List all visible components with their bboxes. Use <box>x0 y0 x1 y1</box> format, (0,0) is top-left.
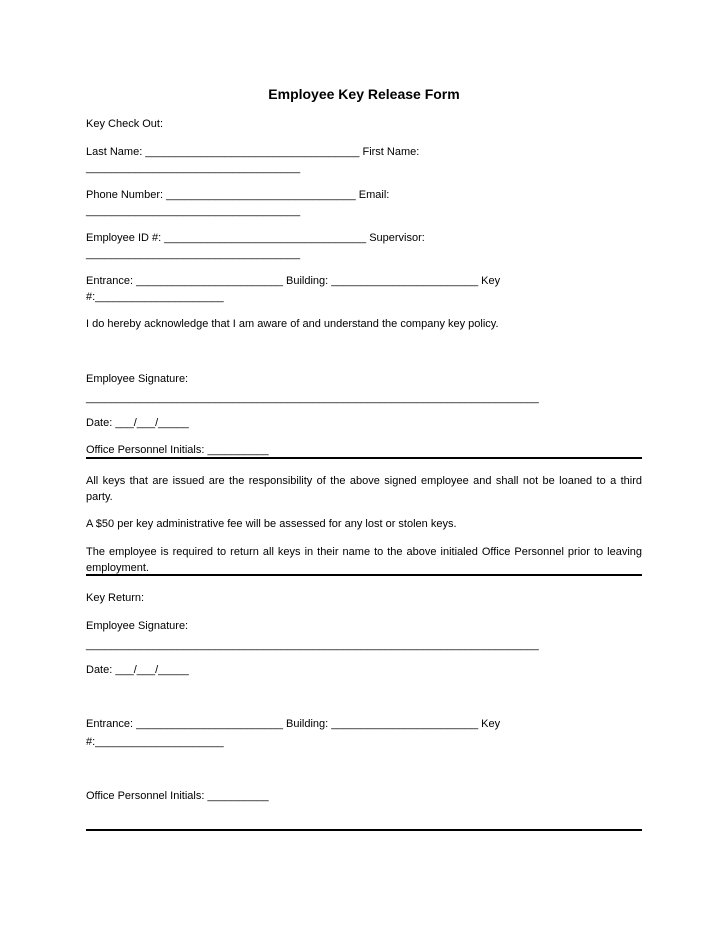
employee-signature-field[interactable]: __________________________________________________________________________ <box>86 392 539 404</box>
acknowledge-statement: I do hereby acknowledge that I am aware of and understand the company key policy. <box>86 318 499 330</box>
section-divider <box>86 829 642 831</box>
return-signature-field[interactable]: __________________________________________________________________________ <box>86 639 539 651</box>
section-divider <box>86 574 642 576</box>
section-divider <box>86 457 642 459</box>
employee-signature-label: Employee Signature: <box>86 373 189 385</box>
return-key-number-field[interactable]: #:_____________________ <box>86 736 224 748</box>
entrance-building-field[interactable]: Entrance: ________________________ Building: ________________________ Key <box>86 275 501 287</box>
form-title: Employee Key Release Form <box>268 86 460 102</box>
checkout-heading: Key Check Out: <box>86 118 164 130</box>
phone-number-field[interactable]: Phone Number: _______________________________ Email: <box>86 189 390 201</box>
date-field[interactable]: Date: ___/___/_____ <box>86 417 189 429</box>
return-date-field[interactable]: Date: ___/___/_____ <box>86 664 189 676</box>
key-number-field[interactable]: #:_____________________ <box>86 291 224 303</box>
return-entrance-building-field[interactable]: Entrance: ________________________ Building: ________________________ Key <box>86 718 501 730</box>
return-heading: Key Return: <box>86 592 145 604</box>
return-office-initials-field[interactable]: Office Personnel Initials: __________ <box>86 790 269 802</box>
policy-paragraph: All keys that are issued are the responsibility of the above signed employee and shall not be loaned to a third party. <box>86 475 642 503</box>
employee-id-field[interactable]: Employee ID #: _________________________________ Supervisor: <box>86 232 425 244</box>
last-name-field[interactable]: Last Name: ___________________________________ First Name: <box>86 146 420 158</box>
return-signature-label: Employee Signature: <box>86 620 189 632</box>
policy-paragraph: A $50 per key administrative fee will be assessed for any lost or stolen keys. <box>86 518 457 530</box>
email-field[interactable]: ___________________________________ <box>86 205 301 217</box>
supervisor-field[interactable]: ___________________________________ <box>86 248 301 260</box>
policy-paragraph: The employee is required to return all keys in their name to the above initialed Office Personnel prior to leaving employment. <box>86 546 642 574</box>
office-initials-field[interactable]: Office Personnel Initials: __________ <box>86 444 269 456</box>
first-name-field[interactable]: ___________________________________ <box>86 162 301 174</box>
